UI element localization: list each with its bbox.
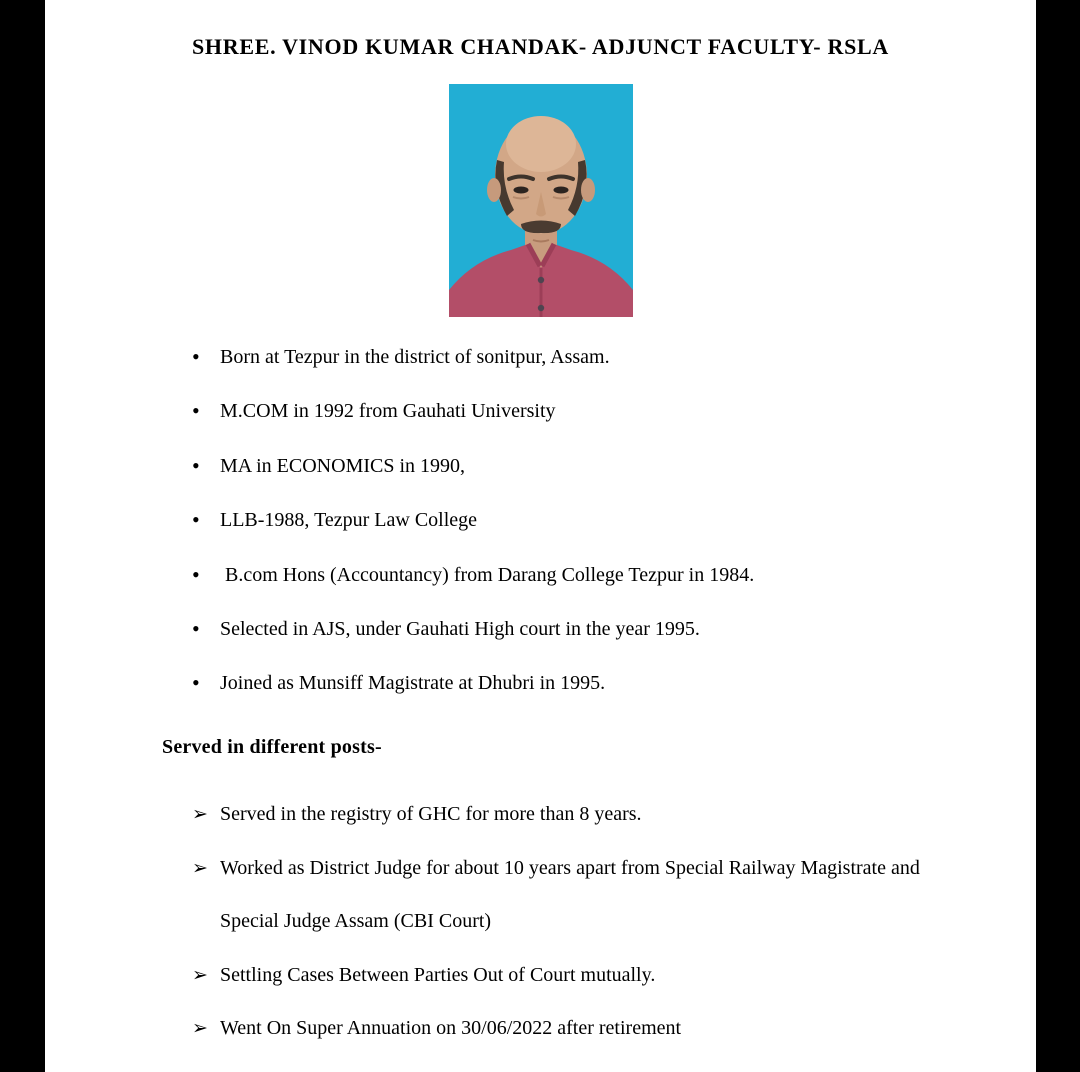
button-top bbox=[538, 277, 544, 283]
bullet-icon: • bbox=[192, 561, 200, 587]
list-item bbox=[45, 949, 946, 1003]
list-item bbox=[45, 602, 754, 656]
bullet-icon: • bbox=[192, 344, 200, 369]
section-heading: Served in different posts- bbox=[162, 736, 382, 758]
list-item-text: Joined as Munsiff Magistrate at Dhubri in 1995. bbox=[220, 672, 606, 695]
list-item bbox=[45, 384, 754, 438]
list-item-text: Went On Super Annuation on 30/06/2022 after retirement bbox=[220, 1017, 682, 1039]
bullet-icon: • bbox=[192, 507, 200, 533]
eye-right bbox=[554, 187, 569, 194]
list-item-text: MA in ECONOMICS in 1990, bbox=[220, 454, 466, 477]
list-item-text: Born at Tezpur in the district of sonitpur, Assam. bbox=[220, 346, 610, 368]
list-item bbox=[45, 548, 754, 602]
bullet-icon: • bbox=[192, 616, 200, 642]
mustache bbox=[521, 221, 561, 234]
right-black-bar bbox=[1036, 0, 1080, 1072]
arrow-bullet-icon: ➢ bbox=[192, 1018, 208, 1039]
list-item-text: Settling Cases Between Parties Out of Court mutually. bbox=[220, 963, 656, 986]
ear-right bbox=[581, 178, 595, 202]
bullet-icon: • bbox=[192, 670, 200, 696]
list-item bbox=[45, 842, 946, 949]
forehead bbox=[506, 116, 576, 172]
list-item bbox=[45, 1002, 946, 1056]
list-item-text: LLB-1988, Tezpur Law College bbox=[220, 509, 478, 532]
bullet-icon: • bbox=[192, 398, 200, 424]
arrow-bullet-icon: ➢ bbox=[192, 964, 208, 986]
list-item-text: B.com Hons (Accountancy) from Darang College Tezpur in 1984. bbox=[220, 563, 755, 586]
arrow-bullet-icon: ➢ bbox=[192, 804, 208, 825]
page-title: SHREE. VINOD KUMAR CHANDAK- ADJUNCT FACULTY- RSLA bbox=[191, 34, 890, 59]
list-item bbox=[45, 656, 754, 710]
service-arrow-list bbox=[45, 788, 946, 1056]
list-item-text: M.COM in 1992 from Gauhati University bbox=[220, 400, 556, 423]
left-black-bar bbox=[0, 0, 45, 1072]
ear-left bbox=[487, 178, 501, 202]
list-item bbox=[45, 788, 946, 842]
portrait-illustration bbox=[449, 84, 633, 317]
list-item-text: Worked as District Judge for about 10 years apart from Special Railway Magistrate and Special Judge Assam (CBI Court) bbox=[220, 856, 925, 932]
portrait-photo bbox=[449, 84, 633, 317]
profile-bullet-list bbox=[45, 330, 754, 711]
list-item bbox=[45, 330, 754, 384]
list-item bbox=[45, 439, 754, 493]
list-item-text: Served in the registry of GHC for more than 8 years. bbox=[220, 803, 642, 825]
eye-left bbox=[514, 187, 529, 194]
list-item bbox=[45, 493, 754, 547]
list-item-text: Selected in AJS, under Gauhati High court in the year 1995. bbox=[220, 618, 700, 641]
button-bottom bbox=[538, 305, 544, 311]
document-page bbox=[45, 0, 1036, 1072]
bullet-icon: • bbox=[192, 452, 200, 478]
arrow-bullet-icon: ➢ bbox=[192, 857, 208, 879]
